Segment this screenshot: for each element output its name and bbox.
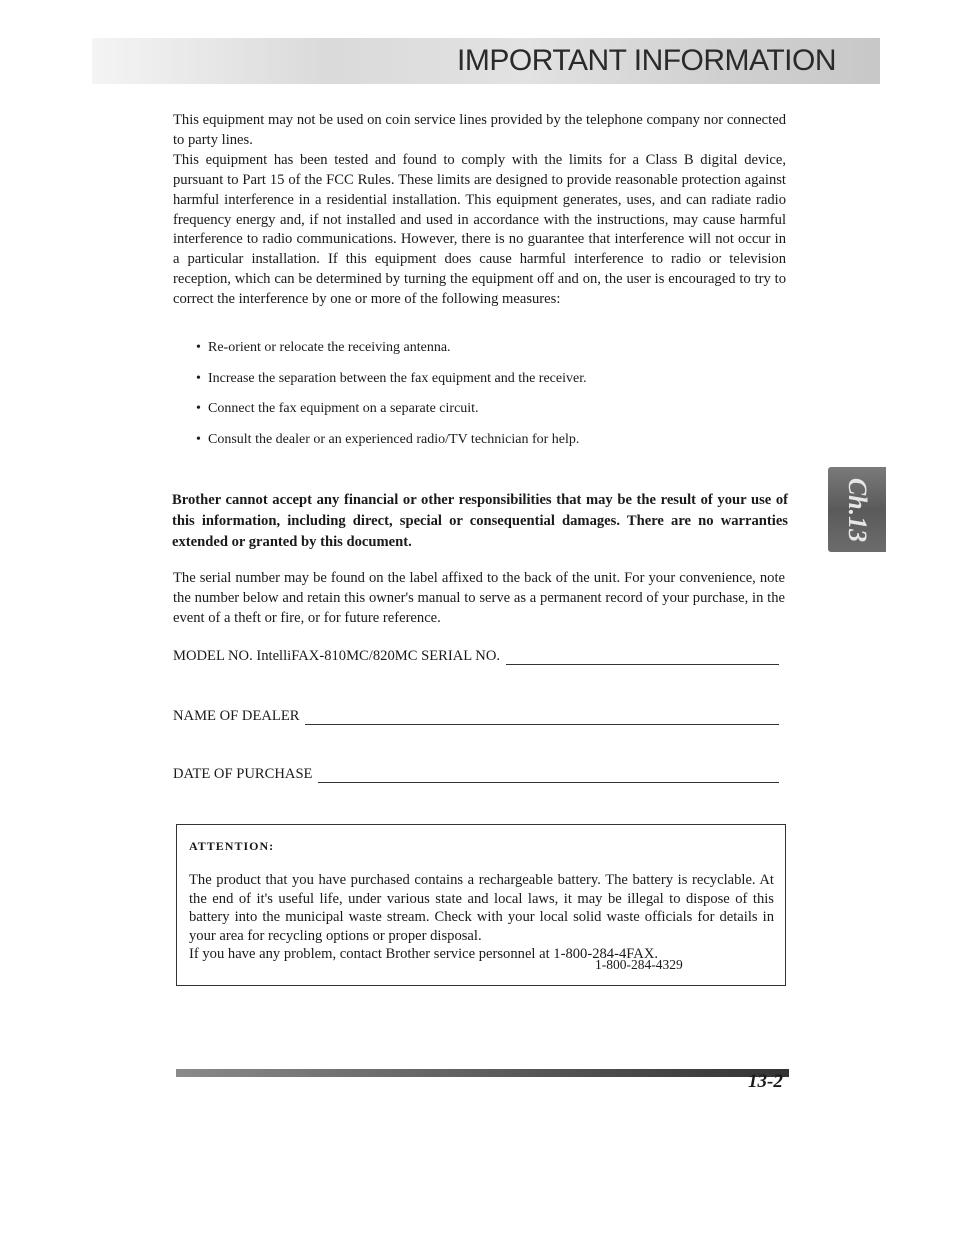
page-number: 13-2 — [748, 1071, 783, 1092]
attention-body — [189, 871, 774, 964]
purchase-date-field — [173, 766, 779, 783]
serial-note-text: The serial number may be found on the label affixed to the back of the unit. For your convenience, note the number below and retain this owner's manual to serve as a permanent record of your purchase, in the event of a theft or fire, or for future reference. — [173, 570, 785, 626]
dealer-field — [173, 708, 779, 725]
header-band — [92, 38, 880, 84]
footer-rule — [176, 1069, 789, 1077]
coin-line-paragraph: This equipment may not be used on coin service lines provided by the telephone company nor connected to party lines. — [173, 112, 786, 148]
chapter-tab — [828, 467, 886, 552]
purchase-date-blank-line — [318, 770, 779, 783]
list-item: • Re-orient or relocate the receiving antenna. — [196, 338, 786, 369]
chapter-tab-label: Ch.13 — [843, 477, 872, 542]
dealer-blank-line — [305, 712, 779, 725]
serial-blank-line — [506, 652, 779, 665]
model-serial-field — [173, 648, 779, 665]
list-item: • Increase the separation between the fax equipment and the receiver. — [196, 369, 786, 400]
measures-list — [196, 338, 786, 460]
list-item: • Consult the dealer or an experienced radio/TV technician for help. — [196, 430, 786, 461]
disclaimer-text: Brother cannot accept any financial or other responsibilities that may be the result of your use of this information, including direct, special or consequential damages. There are no warranties extended or granted by this document. — [172, 492, 788, 550]
purchase-date-label: DATE OF PURCHASE — [173, 766, 313, 782]
model-serial-label: MODEL NO. IntelliFAX-810MC/820MC SERIAL NO. — [173, 648, 501, 664]
phone-number: 1-800-284-4329 — [595, 957, 683, 972]
dealer-label: NAME OF DEALER — [173, 708, 300, 724]
attention-box — [176, 824, 786, 986]
intro-text — [173, 111, 786, 310]
contact-paragraph: If you have any problem, contact Brother service personnel at 1-800-284-4FAX. — [189, 946, 659, 962]
attention-title: ATTENTION: — [189, 839, 275, 853]
list-item: • Connect the fax equipment on a separate circuit. — [196, 399, 786, 430]
fcc-paragraph: This equipment has been tested and found to comply with the limits for a Class B digital device, pursuant to Part 15 of the FCC Rules. These limits are designed to provide reasonable protection against harmful interference in a residential installation. This equipment generates, uses, and can radiate radio frequency energy and, if not installed and used in accordance with the instructions, may cause harmful interference to radio communications. However, there is no guarantee that interference will not occur in a particular installation. If this equipment does cause harmful interference to radio or television reception, which can be determined by turning the equipment off and on, the user is encouraged to try to correct the interference by one or more of the following measures: — [173, 151, 786, 308]
battery-paragraph: The product that you have purchased contains a rechargeable battery. The battery is recyclable. At the end of it's useful life, under various state and local laws, it may be illegal to dispose of this battery into the municipal waste stream. Check with your local solid waste officials for details in your area for recycling options or proper disposal. — [189, 872, 774, 944]
page-title: IMPORTANT INFORMATION — [457, 44, 836, 77]
